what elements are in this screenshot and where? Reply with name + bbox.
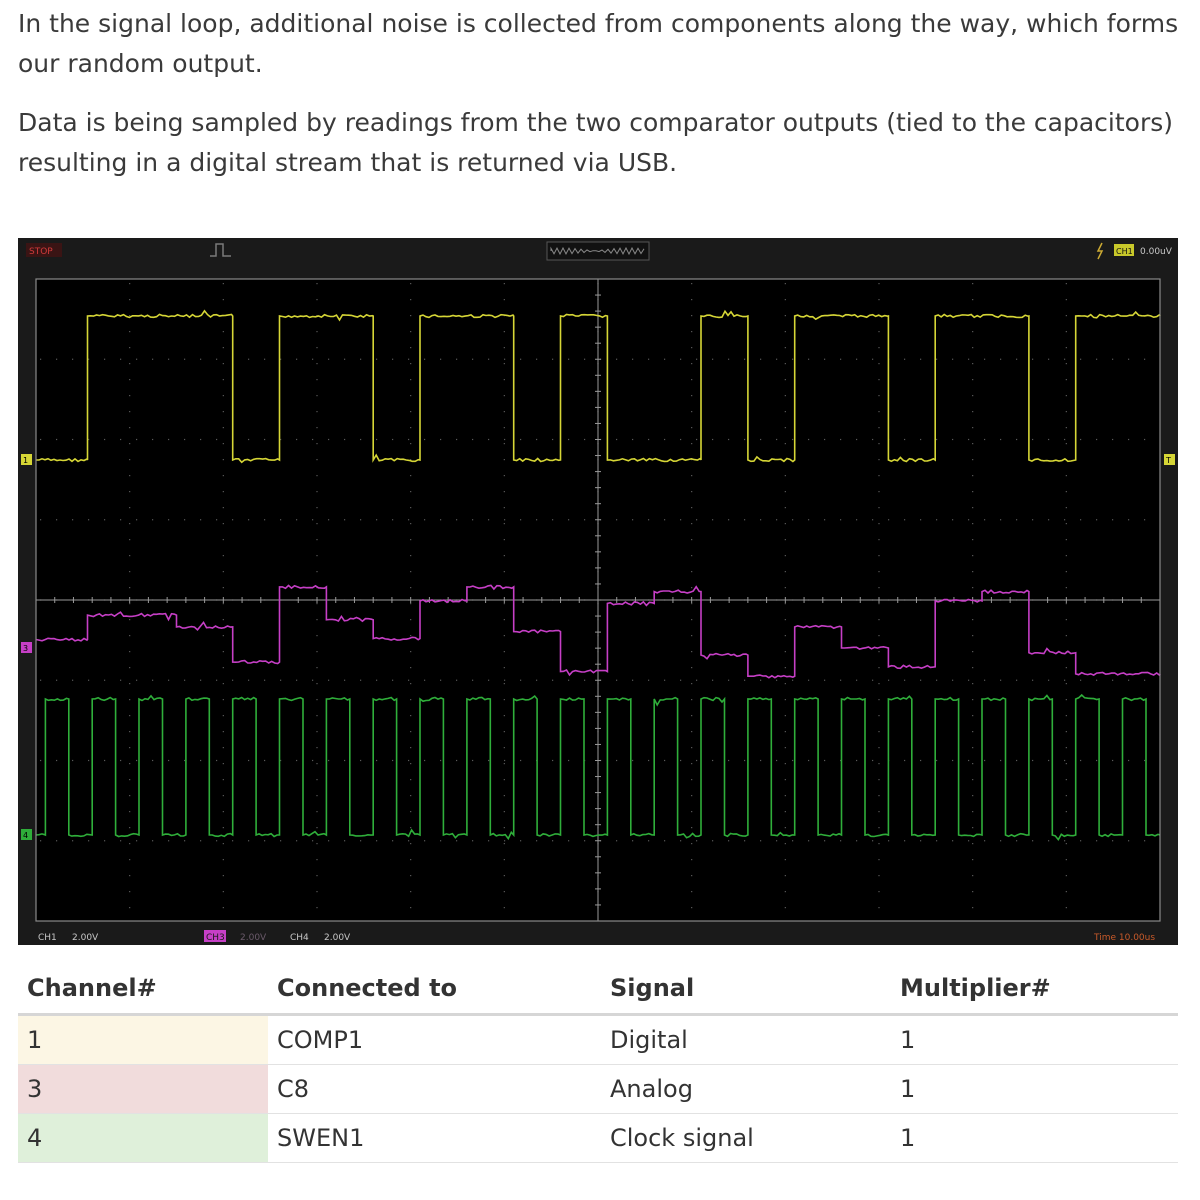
trigger-level-readout: 0.00uV [1140, 247, 1172, 257]
oscilloscope-screenshot [18, 238, 1178, 945]
column-header-multiplier: Multiplier# [891, 963, 1178, 1015]
ch1-ground-marker [21, 454, 32, 465]
cell-multiplier: 1 [891, 1015, 1178, 1065]
intro-paragraph-sampling: Data is being sampled by readings from the two comparator outputs (tied to the capacitors) resulting in a digital stream that is returned via USB. [18, 108, 1174, 177]
channel-table [18, 963, 1178, 1163]
table-row [18, 1015, 1178, 1065]
column-header-signal: Signal [601, 963, 891, 1015]
svg-text:3: 3 [23, 644, 29, 653]
cell-connected-to: SWEN1 [268, 1114, 601, 1163]
ch3-scale: 2.00V [240, 933, 267, 943]
ch3-label: CH3 [206, 933, 225, 943]
ch4-scale: 2.00V [324, 933, 351, 943]
cell-signal: Digital [601, 1015, 891, 1065]
cell-signal: Analog [601, 1065, 891, 1114]
svg-text:4: 4 [23, 831, 29, 840]
ch3-ground-marker [21, 642, 32, 653]
column-header-channel: Channel# [18, 963, 268, 1015]
cell-connected-to: COMP1 [268, 1015, 601, 1065]
timebase-readout: Time 10.00us [1094, 933, 1156, 943]
ch4-ground-marker [21, 829, 32, 840]
cell-channel: 4 [18, 1114, 268, 1163]
cell-channel: 3 [18, 1065, 268, 1114]
ch4-label: CH4 [290, 933, 309, 943]
trigger-channel-label: CH1 [1116, 247, 1133, 256]
intro-paragraph-noise: In the signal loop, additional noise is collected from components along the way, which forms our random output. [18, 9, 1179, 78]
column-header-connected-to: Connected to [268, 963, 601, 1015]
ch1-scale: 2.00V [72, 933, 99, 943]
cell-multiplier: 1 [891, 1114, 1178, 1163]
table-row [18, 1114, 1178, 1163]
cell-multiplier: 1 [891, 1065, 1178, 1114]
svg-text:T: T [1166, 456, 1171, 465]
status-label: STOP [29, 247, 53, 257]
svg-text:1: 1 [23, 456, 29, 465]
trigger-level-marker [1164, 454, 1175, 465]
cell-connected-to: C8 [268, 1065, 601, 1114]
ch1-label: CH1 [38, 933, 57, 943]
table-header-row [18, 963, 1178, 1015]
cell-signal: Clock signal [601, 1114, 891, 1163]
cell-channel: 1 [18, 1015, 268, 1065]
table-row [18, 1065, 1178, 1114]
